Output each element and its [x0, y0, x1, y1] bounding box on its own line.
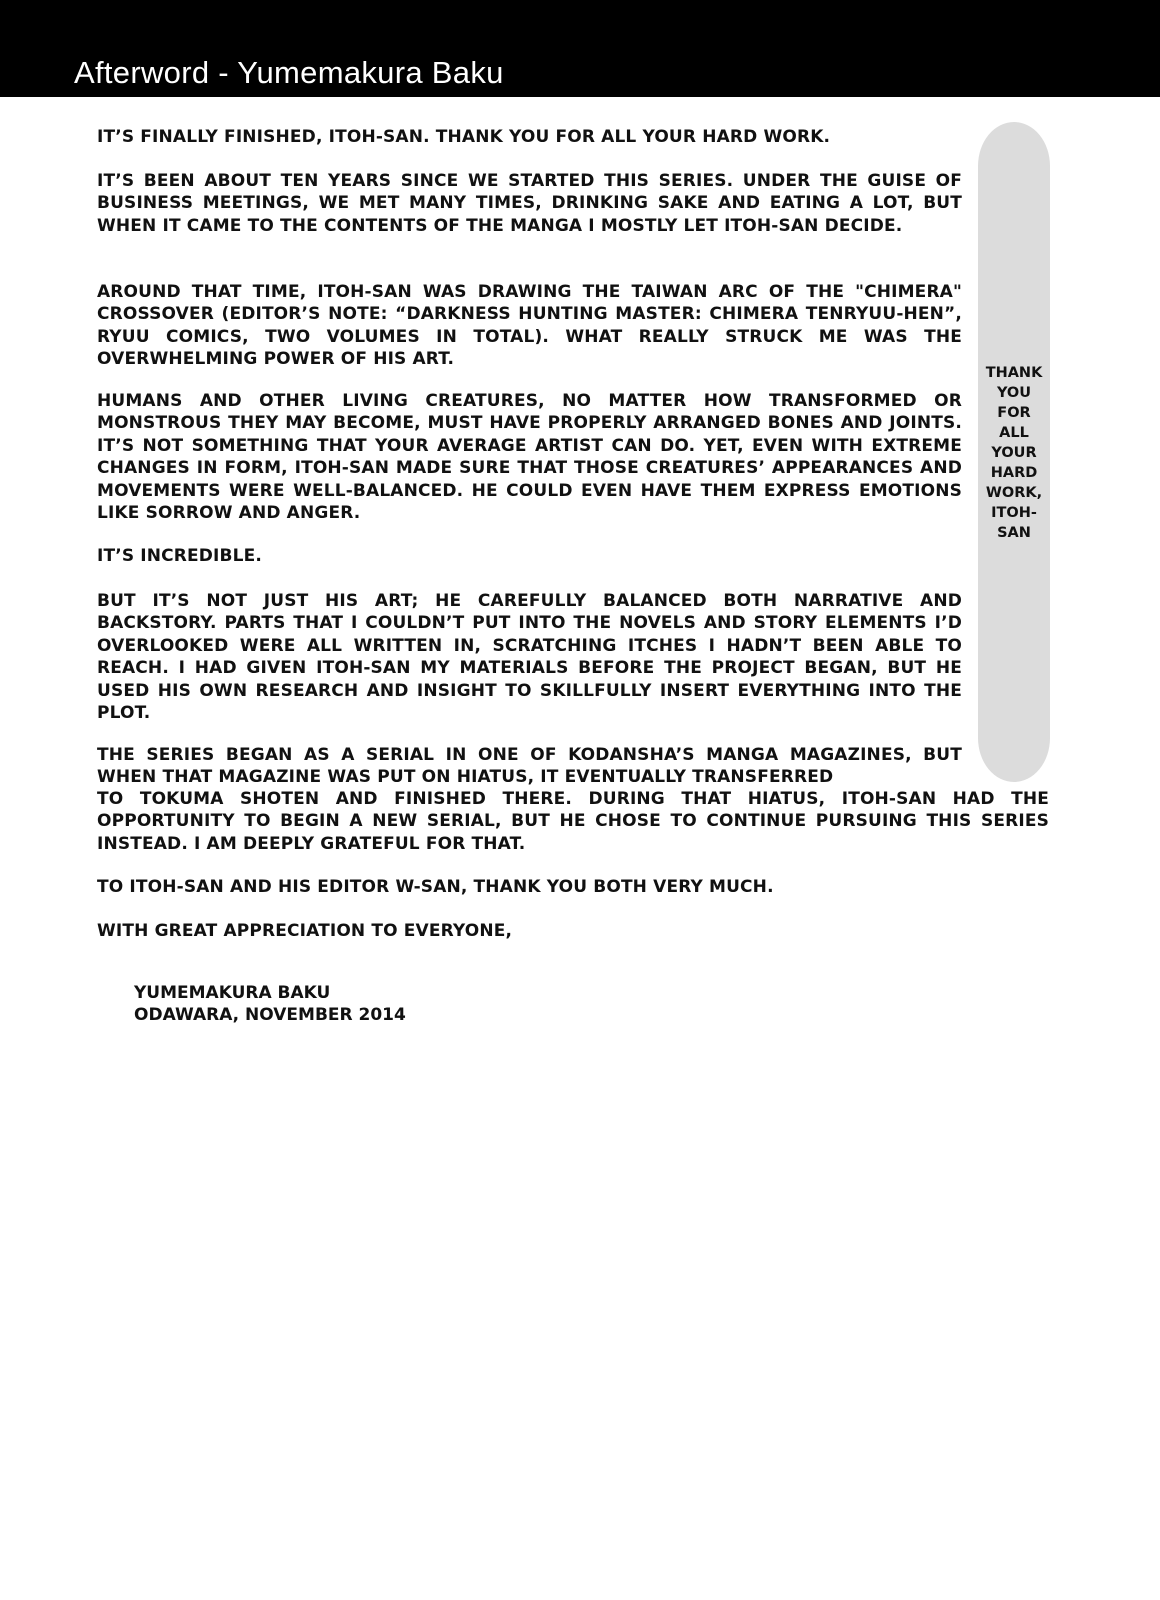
header-bar [0, 0, 1160, 97]
sidebar-note-line: YOU [996, 385, 1032, 401]
paragraph-intro: IT’S FINALLY FINISHED, ITOH-SAN. THANK YOU FOR ALL YOUR HARD WORK. [97, 127, 831, 147]
paragraph-incredible: IT’S INCREDIBLE. [97, 546, 262, 566]
paragraph-creatures: HUMANS AND OTHER LIVING CREATURES, NO MATTER HOW TRANSFORMED OR MONSTROUS THEY MAY BECOME, MUST HAVE PROPERLY ARRANGED BONES AND JOINTS. IT’S NOT SOMETHING THAT YOUR AVERAGE ARTIST CAN DO. YET, EVEN WITH EXTREME CHANGES IN FORM, ITOH-SAN MADE SURE THAT THOSE CREATURES’ APPEARANCES AND MOVEMENTS WERE WELL-BALANCED. HE COULD EVEN HAVE THEM EXPRESS EMOTIONS LIKE SORROW AND ANGER. [97, 391, 962, 524]
sidebar-note-line: SAN [997, 525, 1031, 541]
sidebar-note-line: FOR [997, 405, 1031, 421]
paragraph-thanks-editor: TO ITOH-SAN AND HIS EDITOR W-SAN, THANK YOU BOTH VERY MUCH. [97, 877, 774, 897]
paragraph-ten-years: IT’S BEEN ABOUT TEN YEARS SINCE WE STARTED THIS SERIES. UNDER THE GUISE OF BUSINESS MEETINGS, WE MET MANY TIMES, DRINKING SAKE AND EATING A LOT, BUT WHEN IT CAME TO THE CONTENTS OF THE MANGA I MOSTLY LET ITOH-SAN DECIDE. [97, 171, 962, 236]
paragraph-serial-part1: THE SERIES BEGAN AS A SERIAL IN ONE OF KODANSHA’S MANGA MAGAZINES, BUT WHEN THAT MAGAZINE WAS PUT ON HIATUS, IT EVENTUALLY TRANSFERRED [97, 745, 962, 788]
sidebar-note-line: ITOH- [991, 505, 1037, 521]
sidebar-note-line: YOUR [991, 445, 1037, 461]
sidebar-note-line: THANK [985, 365, 1043, 381]
paragraph-serial-part2: TO TOKUMA SHOTEN AND FINISHED THERE. DURING THAT HIATUS, ITOH-SAN HAD THE OPPORTUNITY TO BEGIN A NEW SERIAL, BUT HE CHOSE TO CONTINUE PURSUING THIS SERIES INSTEAD. I AM DEEPLY GRATEFUL FOR THAT. [97, 789, 1049, 854]
signature [134, 982, 406, 1027]
signature-name: YUMEMAKURA BAKU [134, 983, 331, 1003]
sidebar-note [978, 363, 1050, 543]
signature-place-date: ODAWARA, NOVEMBER 2014 [134, 1005, 406, 1026]
page-title: Afterword - Yumemakura Baku [74, 55, 504, 90]
paragraph-narrative: BUT IT’S NOT JUST HIS ART; HE CAREFULLY BALANCED BOTH NARRATIVE AND BACKSTORY. PARTS THAT I COULDN’T PUT INTO THE NOVELS AND STORY ELEMENTS I’D OVERLOOKED WERE ALL WRITTEN IN, SCRATCHING ITCHES I HADN’T BEEN ABLE TO REACH. I HAD GIVEN ITOH-SAN MY MATERIALS BEFORE THE PROJECT BEGAN, BUT HE USED HIS OWN RESEARCH AND INSIGHT TO SKILLFULLY INSERT EVERYTHING INTO THE PLOT. [97, 591, 962, 724]
sidebar-note-line: HARD [990, 465, 1038, 481]
paragraph-closing: WITH GREAT APPRECIATION TO EVERYONE, [97, 921, 513, 941]
sidebar-note-line: WORK, [985, 485, 1043, 501]
paragraph-taiwan-arc: AROUND THAT TIME, ITOH-SAN WAS DRAWING THE TAIWAN ARC OF THE "CHIMERA" CROSSOVER (EDITOR’S NOTE: “DARKNESS HUNTING MASTER: CHIMERA TENRYUU-HEN”, RYUU COMICS, TWO VOLUMES IN TOTAL). WHAT REALLY STRUCK ME WAS THE OVERWHELMING POWER OF HIS ART. [97, 282, 962, 370]
sidebar-note-line: ALL [999, 425, 1029, 441]
